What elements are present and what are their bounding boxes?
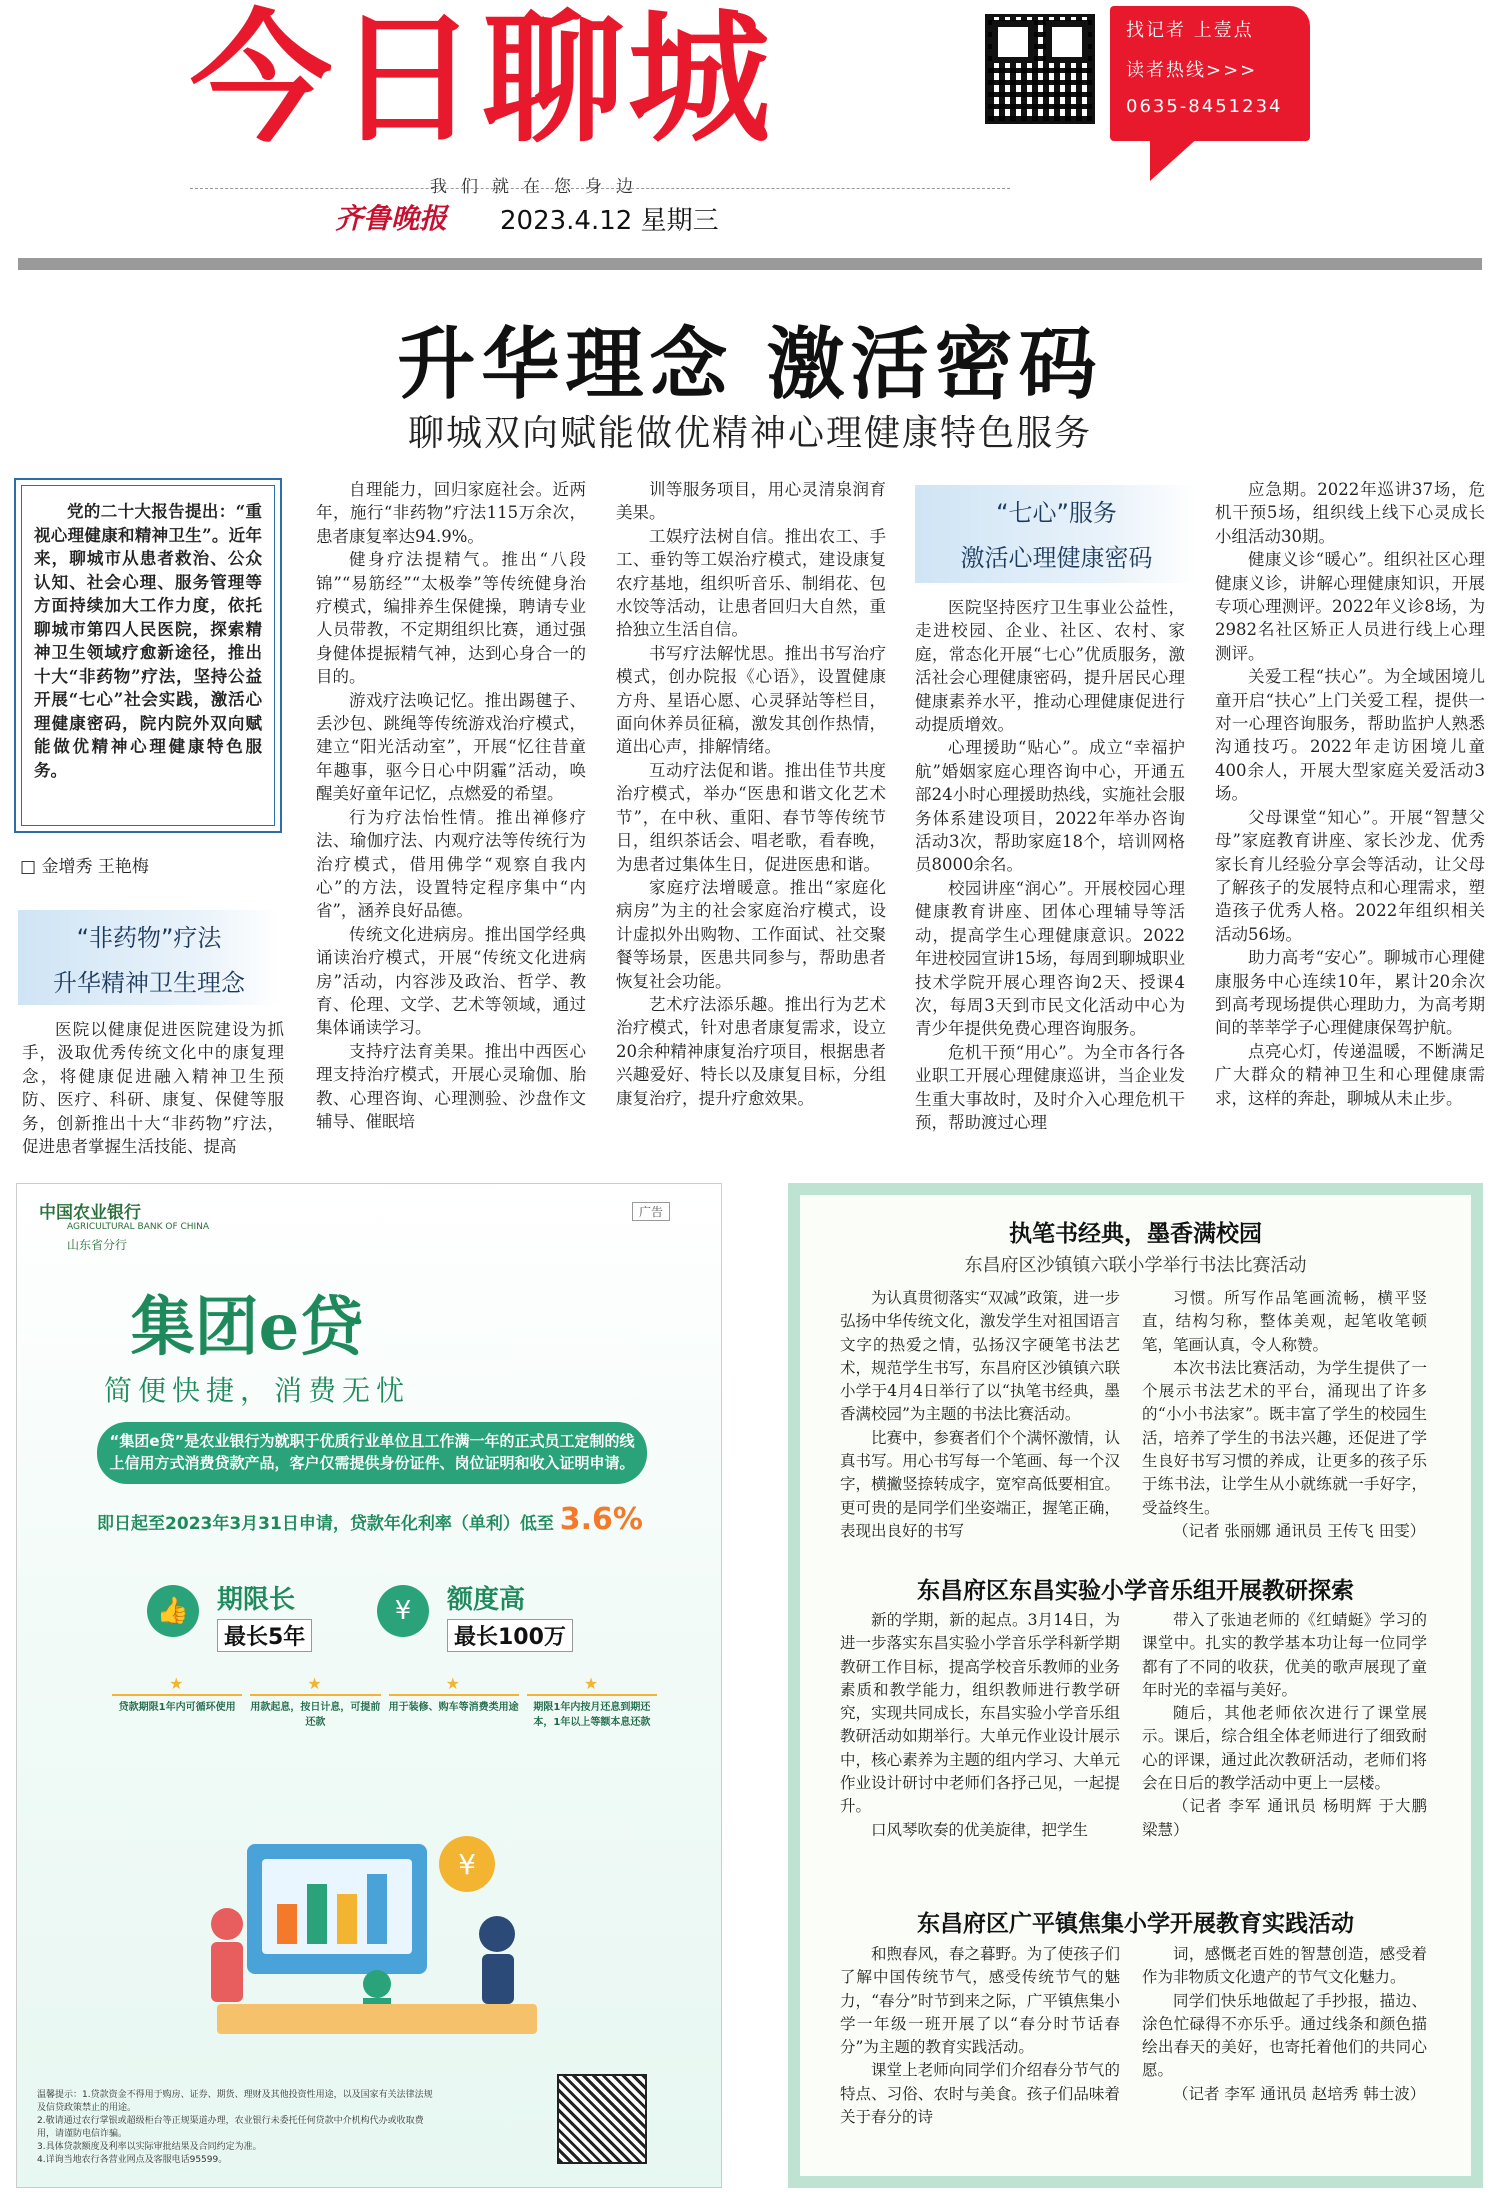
news-1-title: 执笔书经典，墨香满校园 xyxy=(1009,1220,1262,1247)
paragraph: 传统文化进病房。推出国学经典诵读治疗模式，开展“传统文化进病房”活动，内容涉及政治、哲学、教育、伦理、文学、艺术等领域，通过集体诵读学习。 xyxy=(316,924,586,1038)
news-2-title: 东昌府区东昌实验小学音乐组开展教研探索 xyxy=(917,1577,1354,1604)
news-2-col-right xyxy=(1142,1609,1427,1889)
paragraph: 行为疗法怡性情。推出禅修疗法、瑜伽疗法、内观疗法等传统行为治疗模式，借用佛学“观察自我内心”的方法，设置特定程序集中“内省”，涵养良好品德。 xyxy=(316,807,586,921)
paragraph: 游戏疗法唤记忆。推出踢毽子、丢沙包、跳绳等传统游戏治疗模式，建立“阳光活动室”，开展“忆往昔童年趣事，驱今日心中阴霾”活动，唤醒美好童年记忆，点燃爱的希望。 xyxy=(316,690,586,804)
yuan-icon: ¥ xyxy=(377,1585,429,1637)
intro-box xyxy=(14,478,282,833)
paragraph: 为认真贯彻落实“双减”政策，进一步弘扬中华传统文化，激发学生对祖国语言文字的热爱之情，弘扬汉字硬笔书法艺术，规范学生书写，东昌府区沙镇镇六联小学于4月4日举行了以“执笔书经典，墨香满校园”为主题的书法比赛活动。 xyxy=(840,1289,1120,1424)
paragraph: 医院以健康促进医院建设为抓手，汲取优秀传统文化中的康复理念，将健康促进融入精神卫生预防、医疗、科研、康复、保健等服务，创新推出十大“非药物”疗法，促进患者掌握生活技能、提高 xyxy=(22,1020,284,1157)
paragraph: （记者 张丽娜 通讯员 王传飞 田雯） xyxy=(1173,1521,1426,1540)
section-head-2-line1: “七心”服务 xyxy=(996,499,1117,527)
school-news-panel xyxy=(788,1183,1483,2188)
issue-date: 2023.4.12 星期三 xyxy=(500,206,719,236)
masthead-bar xyxy=(18,258,1482,270)
ad-benefit: ★ 期限1年内按月还息到期还本，1年以上等额本息还款 xyxy=(527,1694,657,1736)
ad-illustration xyxy=(177,1784,577,2054)
news-3-col-left xyxy=(840,1943,1120,2168)
section-head-1 xyxy=(18,910,280,1005)
news-3-title: 东昌府区广平镇焦集小学开展教育实践活动 xyxy=(917,1910,1354,1937)
paragraph: 新的学期，新的起点。3月14日，为进一步落实东昌实验小学音乐学科新学期教研工作目标，提高学校音乐教师的业务素质和教学能力，组织教师进行教学研究，实现共同成长，东昌实验小学音乐组教研活动如期举行。大单元作业设计展示中，核心素养为主题的组内学习、大单元作业设计研讨中老师们各抒己见，一起提升。 xyxy=(840,1611,1120,1816)
paragraph: 训等服务项目，用心灵清泉润育美果。 xyxy=(616,480,886,523)
paragraph: 随后，其他老师依次进行了课堂展示。课后，综合组全体老师进行了细致耐心的评课，通过此次教研活动，老师们将会在日后的教学活动中更上一层楼。 xyxy=(1142,1704,1427,1793)
article-authors: □ 金增秀 王艳梅 xyxy=(20,857,149,877)
ad-feature-term-value: 最长5年 xyxy=(217,1619,312,1652)
news-1-col-left xyxy=(840,1287,1120,1544)
section-head-2-line2: 激活心理健康密码 xyxy=(960,544,1153,572)
paragraph: 点亮心灯，传递温暖，不断满足广大群众的精神卫生和心理健康需求，这样的奔赴，聊城从未止步。 xyxy=(1215,1041,1485,1108)
paragraph: 医院坚持医疗卫生事业公益性，走进校园、企业、社区、农村、家庭，常态化开展“七心”优质服务，激活社会心理健康密码，提升居民心理健康素养水平，推动心理健康促进行动提质增效。 xyxy=(915,598,1185,735)
hotline-line-2: 读者热线>>> xyxy=(1126,60,1258,81)
section-head-1-line1: “非药物”疗法 xyxy=(76,924,222,952)
paragraph: 词，感慨老百姓的智慧创造，感受着作为非物质文化遗产的节气文化魅力。 xyxy=(1142,1945,1427,1987)
ad-feature-term-title: 期限长 xyxy=(217,1585,296,1615)
paragraph: 应急期。2022年巡讲37场，危机干预5场，组织线上线下心灵成长小组活动30期。 xyxy=(1215,480,1485,546)
paragraph: 工娱疗法树自信。推出农工、手工、垂钓等工娱治疗模式，建设康复农疗基地，组织听音乐、制绢花、包水饺等活动，让患者回归大自然，重拾独立生活自信。 xyxy=(616,526,886,640)
ad-badge: 广告 xyxy=(632,1202,670,1221)
article-col-2 xyxy=(316,478,586,1158)
paragraph: 同学们快乐地做起了手抄报，描边、涂色忙碌得不亦乐乎。通过线条和颜色描绘出春天的美好，也寄托着他们的共同心愿。 xyxy=(1142,1991,1427,2080)
article-headline: 升华理念 激活密码 xyxy=(397,319,1103,410)
paragraph: 课堂上老师向同学们介绍春分节气的特点、习俗、农时与美食。孩子们品味着关于春分的诗 xyxy=(840,2061,1120,2127)
ad-note: 温馨提示：1.贷款资金不得用于购房、证券、期货、理财及其他投资性用途，以及国家有关法律法规及信贷政策禁止的用途。 xyxy=(37,2090,433,2113)
paragraph: （记者 李军 通讯员 杨明辉 于大鹏 梁慧） xyxy=(1142,1797,1427,1839)
paragraph: 比赛中，参赛者们个个满怀激情，认真书写。用心书写每一个笔画、每一个汉字，横撇竖捺转成字，宽窄高低要相宜。更可贵的是同学们坐姿端正，握笔正确，表现出良好的书写 xyxy=(840,1428,1120,1540)
paragraph: 互动疗法促和谐。推出佳节共度治疗模式，举办“医患和谐文化艺术节”，在中秋、重阳、春节等传统节日，组织茶话会、唱老歌，看春晚，为患者过集体生日，促进医患和谐。 xyxy=(616,760,886,874)
paragraph: 带入了张迪老师的《红蜻蜓》学习的课堂中。扎实的教学基本功让每一位同学都有了不同的收获，优美的歌声展现了童年时光的幸福与美好。 xyxy=(1142,1611,1427,1699)
article-col-1 xyxy=(22,1018,284,1158)
paragraph: 关爱工程“扶心”。为全域困境儿童开启“扶心”上门关爱工程，提供一对一心理咨询服务，帮助监护人熟悉沟通技巧。2022年走访困境儿童400余人，开展大型家庭关爱活动3场。 xyxy=(1215,667,1485,804)
paragraph: 父母课堂“知心”。开展“智慧父母”家庭教育讲座、家长沙龙、优秀家长育儿经验分享会等活动，让父母了解孩子的发展特点和心理需求，塑造孩子优秀人格。2022年组织相关活动56场。 xyxy=(1215,807,1485,944)
intro-inner xyxy=(21,485,275,826)
bank-branch: 山东省分行 xyxy=(67,1238,128,1252)
ad-benefit: ★ 贷款期限1年内可循环使用 xyxy=(112,1694,242,1736)
news-3-col-right xyxy=(1142,1943,1427,2168)
ad-benefit: ★ 用于装修、购车等消费类用途 xyxy=(389,1694,519,1736)
ad-rate-text: 即日起至2023年3月31日申请，贷款年化利率（单利）低至 xyxy=(97,1514,554,1534)
article-col-5 xyxy=(1215,478,1485,1158)
article-col-3 xyxy=(616,478,886,1158)
ad-note: 3.具体贷款额度及利率以实际审批结果及合同约定为准。 xyxy=(37,2142,262,2152)
section-head-1-line2: 升华精神卫生理念 xyxy=(53,969,245,997)
paragraph: 健身疗法提精气。推出“八段锦”“易筋经”“太极拳”等传统健身治疗模式，编排养生保健操，聘请专业人员带教，不定期组织比赛，通过强身健体提振精气神，达到心身合一的目的。 xyxy=(316,550,586,687)
ad-rate xyxy=(17,1502,723,1537)
bank-name-en: AGRICULTURAL BANK OF CHINA xyxy=(67,1222,210,1232)
masthead-title: 今日聊城 xyxy=(190,0,774,162)
intro-text: 党的二十大报告提出：“重视心理健康和精神卫生”。近年来，聊城市从患者救治、公众认知、社会心理、服务管理等方面持续加大工作力度，依托聊城市第四人民医院，探索精神卫生领域疗愈新途径，推出十大“非药物”疗法，坚持公益开展“七心”社会实践，激活心理健康密码，院内院外双向赋能做优精神心理健康特色服务。 xyxy=(34,502,262,780)
paragraph: 自理能力，回归家庭社会。近两年，施行“非药物”疗法115万余次，患者康复率达94.9%。 xyxy=(316,480,586,546)
ad-feature-amount xyxy=(377,1579,607,1659)
paragraph: 支持疗法育美果。推出中西医心理支持治疗模式，开展心灵瑜伽、胎教、心理咨询、心理测验、沙盘作文辅导、催眠培 xyxy=(316,1041,586,1131)
ad-note: 2.敬请通过农行掌银或超级柜台等正规渠道办理，农业银行未委托任何贷款中介机构代办或收取费用，请谨防电信诈骗。 xyxy=(37,2116,424,2139)
ad-feature-term xyxy=(147,1579,377,1659)
paragraph: 书写疗法解忧思。推出书写治疗模式，创办院报《心语》，设置健康方舟、星语心愿、心灵驿站等栏目，面向休养员征稿，激发其创作热情，道出心声，排解情绪。 xyxy=(616,643,886,757)
article-subhead: 聊城双向赋能做优精神心理健康特色服务 xyxy=(407,413,1092,454)
ad-product-title: 集团e贷 xyxy=(130,1290,364,1365)
ad-qr-code-icon[interactable] xyxy=(557,2074,647,2164)
hotline-box xyxy=(1110,6,1310,141)
ad-feature-amount-value: 最长100万 xyxy=(447,1619,573,1652)
news-1-col-right xyxy=(1142,1287,1427,1544)
paragraph: 校园讲座“润心”。开展校园心理健康教育讲座、团体心理辅导等活动，提高学生心理健康意识。2022年进校园宣讲15场，每周到聊城职业技术学院开展心理咨询2天、授课4次，每周3天到市民文化活动中心为青少年提供免费心理咨询服务。 xyxy=(915,878,1185,1039)
ad-benefits xyxy=(112,1694,657,1736)
paragraph: 口风琴吹奏的优美旋律，把学生 xyxy=(871,1820,1089,1839)
paragraph: 健康义诊“暖心”。组织社区心理健康义诊，讲解心理健康知识，开展专项心理测评。2022年义诊8场，为2982名社区矫正人员进行线上心理测评。 xyxy=(1215,550,1485,663)
paragraph: 心理援助“贴心”。成立“幸福护航”婚姻家庭心理咨询中心，开通五部24小时心理援助热线，实施社会服务体系建设项目，2022年举办咨询活动3次，帮助家庭18个，培训网格员8000余名。 xyxy=(915,738,1185,875)
news-1-subtitle: 东昌府区沙镇镇六联小学举行书法比赛活动 xyxy=(964,1255,1307,1276)
paragraph: 和煦春风，春之暮野。为了使孩子们了解中国传统节气，感受传统节气的魅力，“春分”时节到来之际，广平镇焦集小学一年级一班开展了以“春分时节话春分”为主题的教育实践活动。 xyxy=(840,1945,1120,2057)
masthead-slogan: 我们就在您身边 xyxy=(430,177,647,197)
ad-description: “集团e贷”是农业银行为就职于优质行业单位且工作满一年的正式员工定制的线上信用方式消费贷款产品，客户仅需提供身份证件、岗位证明和收入证明申请。 xyxy=(97,1422,647,1484)
paragraph: （记者 李军 通讯员 赵培秀 韩士波） xyxy=(1173,2084,1426,2103)
ad-tagline: 简便快捷，消费无忧 xyxy=(103,1374,410,1407)
svg-text:¥: ¥ xyxy=(458,1848,476,1881)
ad-feature-amount-title: 额度高 xyxy=(447,1585,526,1615)
hotline-line-1: 找记者 上壹点 xyxy=(1126,20,1254,41)
qr-code-icon[interactable] xyxy=(985,14,1095,124)
ad-note: 4.详询当地农行各营业网点及客服电话95599。 xyxy=(37,2155,228,2165)
paper-name-logo: 齐鲁晚报 xyxy=(335,202,448,235)
ad-rate-value: 3.6% xyxy=(559,1502,643,1537)
hotline-phone: 0635-8451234 xyxy=(1126,96,1283,117)
paragraph: 艺术疗法添乐趣。推出行为艺术治疗模式，针对患者康复需求，设立20余种精神康复治疗项目，根据患者兴趣爱好、特长以及康复目标，分组康复治疗，提升疗愈效果。 xyxy=(616,994,886,1108)
paragraph: 危机干预“用心”。为全市各行各业职工开展心理健康巡讲，当企业发生重大事故时，及时介入心理危机干预，帮助渡过心理 xyxy=(915,1042,1185,1132)
ad-benefit: ★ 用款起息，按日计息，可提前还款 xyxy=(250,1694,380,1736)
bank-advertisement[interactable] xyxy=(16,1183,722,2188)
paragraph: 习惯。所写作品笔画流畅，横平竖直，结构匀称，整体美观，起笔收笔顿笔，笔画认真，令人称赞。 xyxy=(1142,1289,1427,1354)
paragraph: 家庭疗法增暖意。推出“家庭化病房”为主的社会家庭治疗模式，设计虚拟外出购物、工作面试、社交聚餐等场景，医患共同参与，帮助患者恢复社会功能。 xyxy=(616,877,886,991)
news-2-col-left xyxy=(840,1609,1120,1889)
section-head-2 xyxy=(915,485,1198,583)
article-col-4 xyxy=(915,596,1185,1158)
paragraph: 本次书法比赛活动，为学生提供了一个展示书法艺术的平台，涌现出了许多的“小小书法家”。既丰富了学生的校园生活，培养了学生的书法兴趣，还促进了学生良好书写习惯的养成，让更多的孩子乐于练书法，让学生从小就练就一手好字，受益终生。 xyxy=(1142,1358,1427,1517)
thumbs-up-icon: 👍 xyxy=(147,1585,199,1637)
paragraph: 助力高考“安心”。聊城市心理健康服务中心连续10年，累计20余次到高考现场提供心理助力，为高考期间的莘莘学子心理健康保驾护航。 xyxy=(1215,948,1485,1038)
bank-name: 中国农业银行 xyxy=(39,1203,141,1223)
school-news-inner xyxy=(800,1195,1471,2176)
ad-notes xyxy=(37,2089,437,2167)
